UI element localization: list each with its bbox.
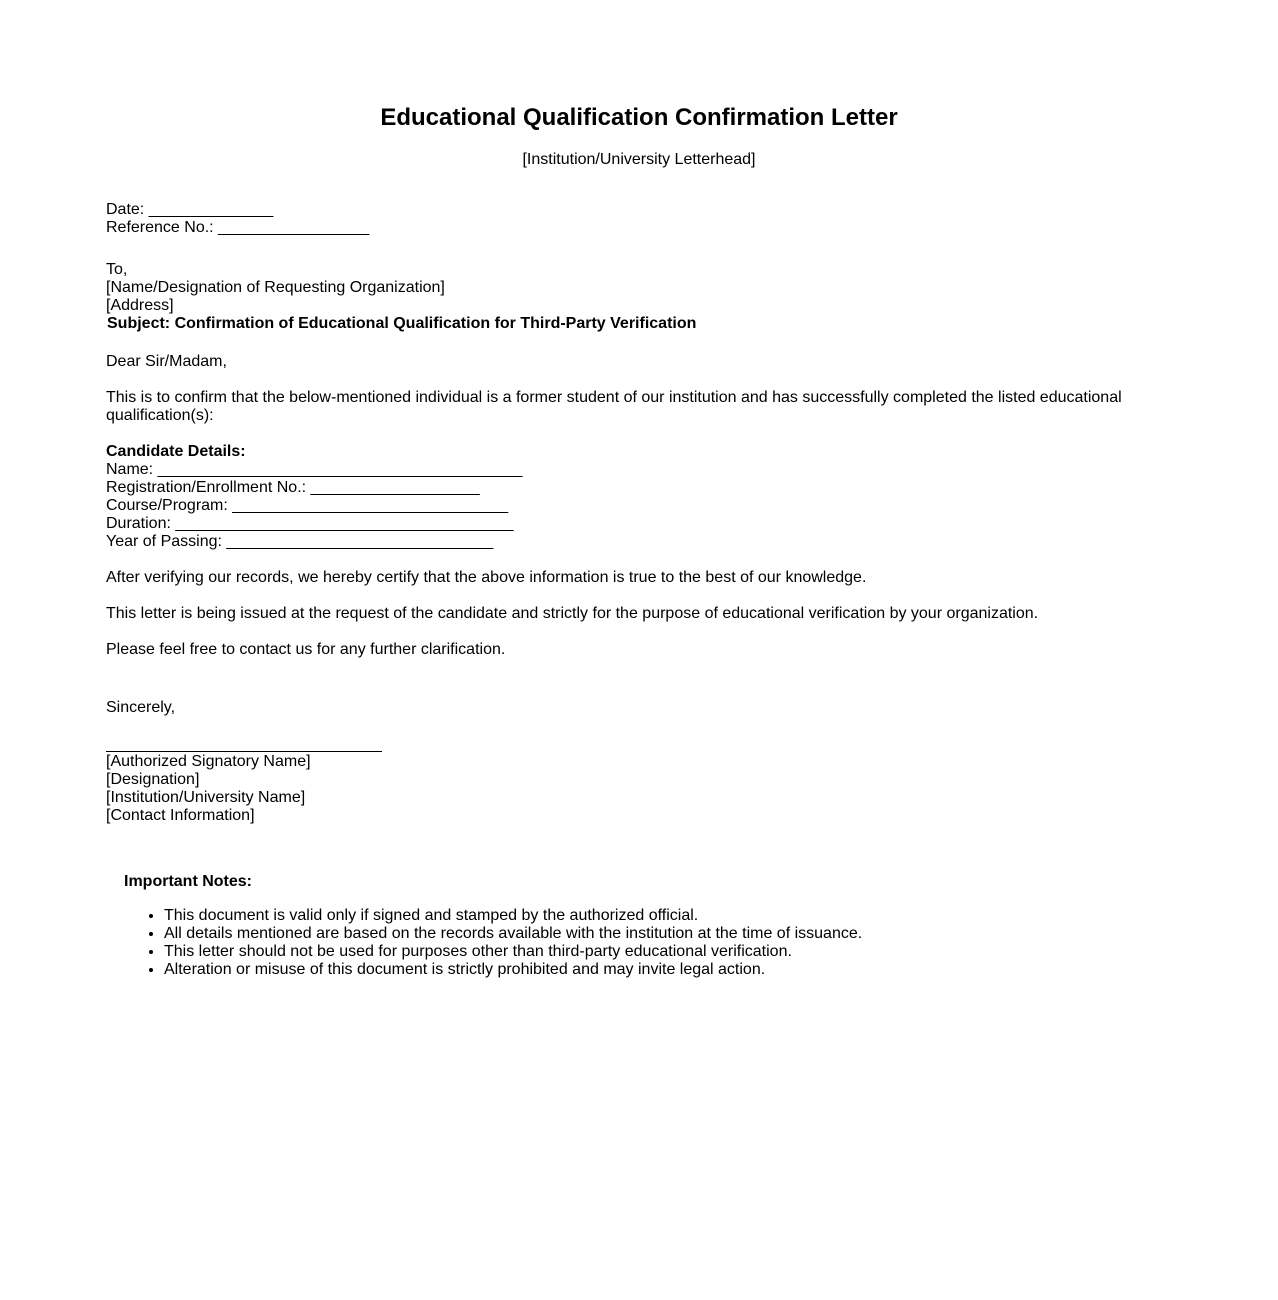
note-item: • All details mentioned are based on the records available with the institution at the time of issuance. [164,925,862,943]
signatory-name: [Authorized Signatory Name] [106,753,311,770]
signatory-designation: [Designation] [106,771,200,788]
recipient-name: [Name/Designation of Requesting Organization] [106,279,445,296]
date-field: Date: ______________ [106,201,274,218]
note-item: • This letter should not be used for purposes other than third-party educational verification. [164,943,862,961]
reference-field: Reference No.: _________________ [106,219,370,236]
notes-heading: Important Notes: [124,873,252,890]
signatory-contact: [Contact Information] [106,807,255,824]
candidate-heading: Candidate Details: [106,443,246,460]
contact-paragraph: Please feel free to contact us for any further clarification. [106,641,506,658]
candidate-duration-field: Duration: ______________________________________ [106,515,514,532]
purpose-paragraph: This letter is being issued at the request of the candidate and strictly for the purpose of educational verification by your organization. [106,605,1039,622]
closing-sincerely: Sincerely, [106,699,176,716]
recipient-address: [Address] [106,297,174,314]
notes-list [124,907,862,979]
note-item: • This document is valid only if signed and stamped by the authorized official. [164,907,862,925]
page-title: Educational Qualification Confirmation Letter [380,104,898,131]
intro-paragraph: This is to confirm that the below-mentioned individual is a former student of our institution and has successfully completed the listed educational qualification(s): [106,389,1122,424]
candidate-year-field: Year of Passing: ______________________________ [106,533,494,550]
signatory-institution: [Institution/University Name] [106,789,306,806]
note-item: • Alteration or misuse of this document is strictly prohibited and may invite legal action. [164,961,862,979]
candidate-registration-field: Registration/Enrollment No.: ___________________ [106,479,480,496]
certify-paragraph: After verifying our records, we hereby certify that the above information is true to the best of our knowledge. [106,569,867,586]
recipient-to: To, [106,261,128,278]
candidate-course-field: Course/Program: _______________________________ [106,497,509,514]
letterhead-placeholder: [Institution/University Letterhead] [522,151,756,168]
subject-line: Subject: Confirmation of Educational Qualification for Third-Party Verification [107,315,697,332]
salutation: Dear Sir/Madam, [106,353,227,370]
candidate-name-field: Name: _________________________________________ [106,461,523,478]
signature-line [106,751,382,752]
